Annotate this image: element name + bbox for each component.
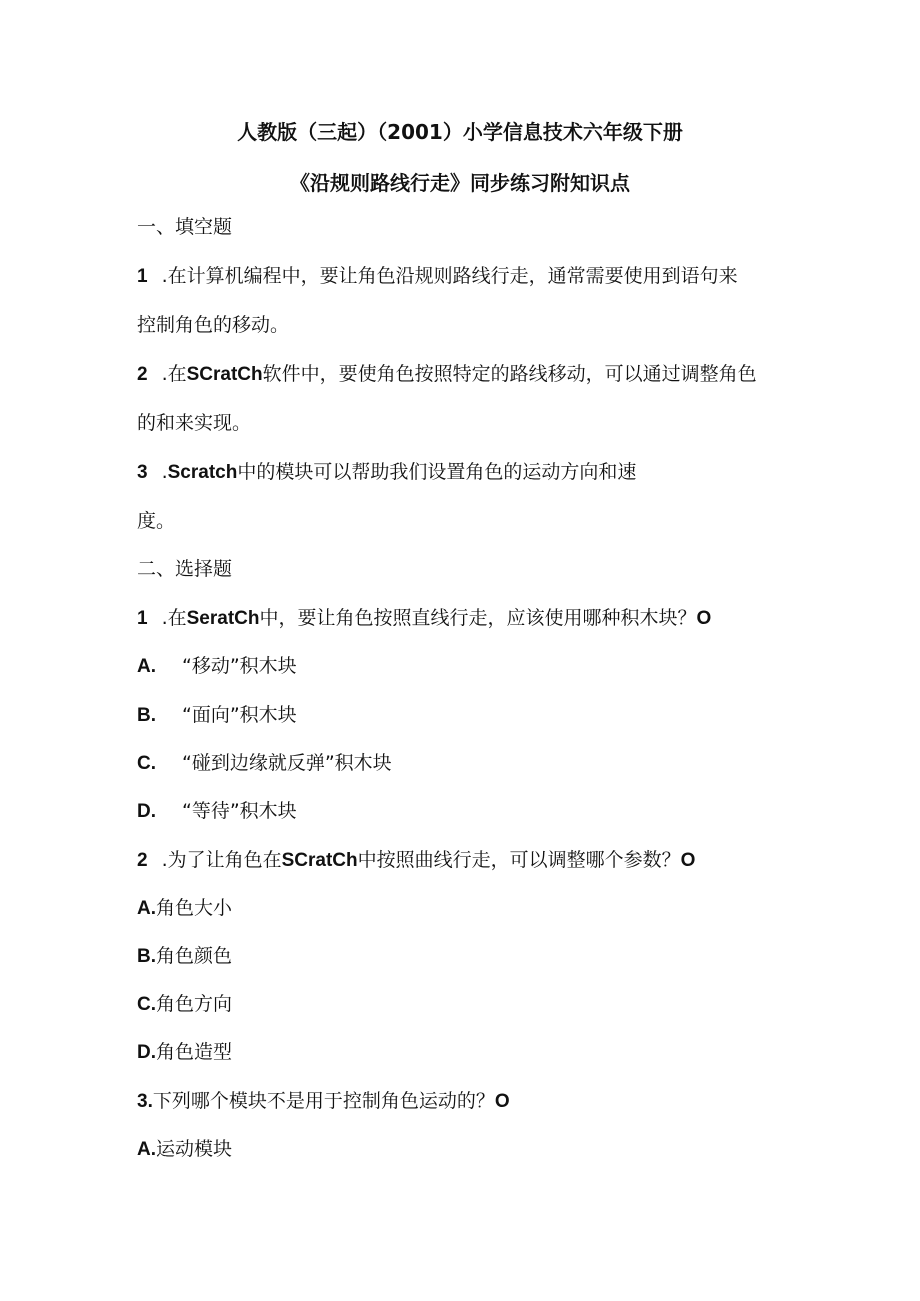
- question-number: 3.: [137, 1091, 153, 1112]
- option-text: 运动模块: [156, 1138, 233, 1160]
- choice-option-a: [137, 1135, 232, 1164]
- section-heading-fill-in: 一、填空题: [137, 216, 233, 238]
- question-software-name: SCratCh: [186, 364, 263, 385]
- choice-option-c: [137, 749, 392, 778]
- choice-question-3: [137, 1087, 510, 1116]
- fill-question-2-continued: 的和来实现。: [137, 412, 252, 434]
- fill-question-3-continued: 度。: [137, 510, 176, 532]
- question-text-post: 中，要让角色按照直线行走，应该使用哪种积木块？: [259, 607, 697, 629]
- option-letter: D.: [137, 1042, 156, 1063]
- question-software-name: Scratch: [167, 462, 238, 483]
- option-letter: A.: [137, 898, 156, 919]
- fill-question-3: [137, 458, 636, 487]
- option-text: “面向”积木块: [182, 704, 297, 726]
- choice-option-a: [137, 894, 232, 923]
- choice-question-1: [137, 604, 711, 633]
- question-text: 下列哪个模块不是用于控制角色运动的？: [152, 1090, 495, 1112]
- fill-question-1-continued: 控制角色的移动。: [137, 314, 290, 336]
- option-letter: A.: [137, 1139, 156, 1160]
- question-software-name: SCratCh: [281, 850, 358, 871]
- option-text: 角色大小: [156, 897, 233, 919]
- fill-question-1: [137, 262, 738, 291]
- option-text: 角色颜色: [156, 945, 233, 967]
- question-number: 2: [137, 850, 148, 871]
- option-letter: C.: [137, 753, 156, 774]
- question-text-pre: .在: [161, 363, 187, 385]
- document-title-line-1: 人教版（三起）（2001）小学信息技术六年级下册: [237, 120, 683, 144]
- question-text-pre: .: [161, 461, 168, 483]
- option-letter: B.: [137, 705, 156, 726]
- question-text: .在计算机编程中，要让角色沿规则路线行走，通常需要使用到语句来: [161, 265, 738, 287]
- question-text-pre: .为了让角色在: [161, 849, 282, 871]
- option-text: “等待”积木块: [182, 800, 297, 822]
- option-letter: A.: [137, 656, 156, 677]
- section-heading-choice: 二、选择题: [137, 558, 233, 580]
- choice-option-c: [137, 990, 232, 1019]
- option-letter: B.: [137, 946, 156, 967]
- option-text: “移动”积木块: [182, 655, 297, 677]
- option-text: 角色造型: [156, 1041, 233, 1063]
- choice-option-b: [137, 942, 232, 971]
- question-software-name: SeratCh: [186, 608, 260, 629]
- option-text: 角色方向: [156, 993, 233, 1015]
- choice-option-d: [137, 797, 297, 826]
- choice-option-d: [137, 1038, 232, 1067]
- question-text-pre: .在: [161, 607, 187, 629]
- choice-question-2: [137, 846, 695, 875]
- question-text-post: 软件中，要使角色按照特定的路线移动，可以通过调整角色: [262, 363, 757, 385]
- choice-option-b: [137, 701, 297, 730]
- question-text-post: 中的模块可以帮助我们设置角色的运动方向和速: [237, 461, 637, 483]
- question-number: 3: [137, 462, 148, 483]
- answer-blank-marker: O: [494, 1091, 510, 1112]
- answer-blank-marker: O: [696, 608, 712, 629]
- answer-blank-marker: O: [680, 850, 696, 871]
- question-text-post: 中按照曲线行走，可以调整哪个参数？: [357, 849, 681, 871]
- question-number: 1: [137, 266, 148, 287]
- document-title-line-2: 《沿规则路线行走》同步练习附知识点: [290, 171, 630, 195]
- question-number: 1: [137, 608, 148, 629]
- option-text: “碰到边缘就反弹”积木块: [182, 752, 392, 774]
- option-letter: D.: [137, 801, 156, 822]
- fill-question-2: [137, 360, 757, 389]
- option-letter: C.: [137, 994, 156, 1015]
- question-number: 2: [137, 364, 148, 385]
- choice-option-a: [137, 652, 297, 681]
